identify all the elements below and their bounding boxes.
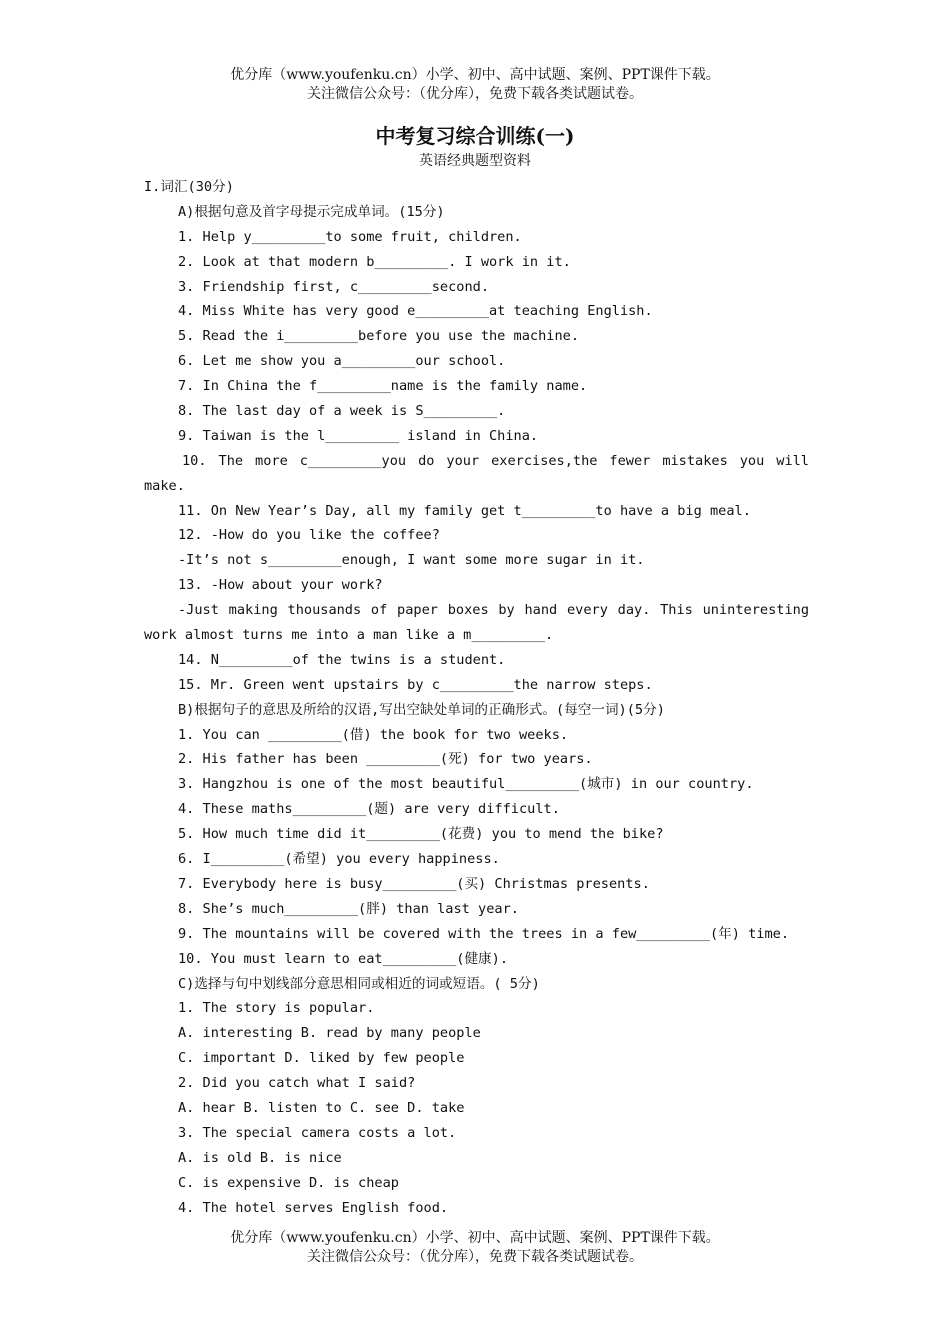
question-line: 10. You must learn to eat_________(健康). xyxy=(178,950,509,967)
question-line: 4. The hotel serves English food. xyxy=(178,1199,449,1216)
option-line: A. is old B. is nice xyxy=(178,1149,342,1166)
option-line: C. important D. liked by few people xyxy=(178,1050,465,1067)
question-line: 4. Miss White has very good e_________at teaching English. xyxy=(178,303,653,320)
question-line: 14. N_________of the twins is a student. xyxy=(178,651,506,668)
question-line: 5. Read the i_________before you use the machine. xyxy=(178,328,580,345)
page-header xyxy=(0,66,950,104)
option-line: A. hear B. listen to C. see D. take xyxy=(178,1099,465,1116)
option-line: A. interesting B. read by many people xyxy=(178,1025,481,1042)
question-continuation: make. xyxy=(144,477,185,494)
question-line: 12. -How do you like the coffee? xyxy=(178,527,440,544)
question-line: 3. Friendship first, c_________second. xyxy=(178,278,489,295)
question-line: 2. His father has been _________(死) for two years. xyxy=(178,751,593,768)
footer-line-2: 关注微信公众号：（优分库），免费下载各类试题试卷。 xyxy=(307,1249,643,1265)
question-line: 5. How much time did it_________(花费) you to mend the bike? xyxy=(178,826,664,843)
page-title: 中考复习综合训练(一) xyxy=(375,124,575,148)
question-line: 7. Everybody here is busy_________(买) Christmas presents. xyxy=(178,875,650,892)
question-line: 4. These maths_________(题) are very difficult. xyxy=(178,801,560,818)
question-line: 11. On New Year’s Day, all my family get t_________to have a big meal. xyxy=(178,502,751,519)
option-line: C. is expensive D. is cheap xyxy=(178,1174,399,1191)
section-heading: I.词汇(30分) xyxy=(144,179,234,195)
question-line: 13. -How about your work? xyxy=(178,577,383,594)
question-line: 1. The story is popular. xyxy=(178,1000,375,1017)
question-line: 6. I_________(希望) you every happiness. xyxy=(178,851,500,868)
question-line: 3. Hangzhou is one of the most beautiful_________(城市) in our country. xyxy=(178,776,754,793)
question-line: 7. In China the f_________name is the family name. xyxy=(178,378,588,395)
page-footer xyxy=(0,1229,950,1267)
part-a-instruction: A)根据句意及首字母提示完成单词。(15分) xyxy=(178,203,445,220)
exercise-body xyxy=(144,175,809,1220)
part-b-instruction: B)根据句子的意思及所给的汉语,写出空缺处单词的正确形式。(每空一词)(5分) xyxy=(178,701,665,718)
question-line: 1. Help y_________to some fruit, children. xyxy=(178,228,522,245)
question-line: 9. Taiwan is the l_________ island in China. xyxy=(178,427,539,444)
answer-line: -Just making thousands of paper boxes by hand every day. This uninteresting xyxy=(178,602,809,619)
question-line: 2. Did you catch what I said? xyxy=(178,1075,416,1092)
question-line: 8. The last day of a week is S_________. xyxy=(178,403,506,420)
question-line: 3. The special camera costs a lot. xyxy=(178,1124,457,1141)
question-line: 8. She’s much_________(胖) than last year. xyxy=(178,900,519,917)
question-continuation: work almost turns me into a man like a m_________. xyxy=(144,627,554,644)
question-line: 6. Let me show you a_________our school. xyxy=(178,353,506,370)
question-line: 1. You can _________(借) the book for two weeks. xyxy=(178,726,569,743)
question-line: 10. The more c_________you do your exercises,the fewer mistakes you will xyxy=(182,452,809,469)
page-subtitle: 英语经典题型资料 xyxy=(419,153,531,169)
answer-line: -It’s not s_________enough, I want some more sugar in it. xyxy=(178,552,645,569)
header-line-1: 优分库（www.youfenku.cn）小学、初中、高中试题、案例、PPT课件下载。 xyxy=(230,67,720,83)
question-line: 15. Mr. Green went upstairs by c_________the narrow steps. xyxy=(178,676,653,693)
footer-line-1: 优分库（www.youfenku.cn）小学、初中、高中试题、案例、PPT课件下载。 xyxy=(230,1230,720,1246)
header-line-2: 关注微信公众号：（优分库），免费下载各类试题试卷。 xyxy=(307,86,643,102)
question-line: 2. Look at that modern b_________. I work in it. xyxy=(178,253,571,270)
part-c-instruction: C)选择与句中划线部分意思相同或相近的词或短语。( 5分) xyxy=(178,975,540,992)
question-line: 9. The mountains will be covered with the trees in a few_________(年) time. xyxy=(178,925,790,942)
